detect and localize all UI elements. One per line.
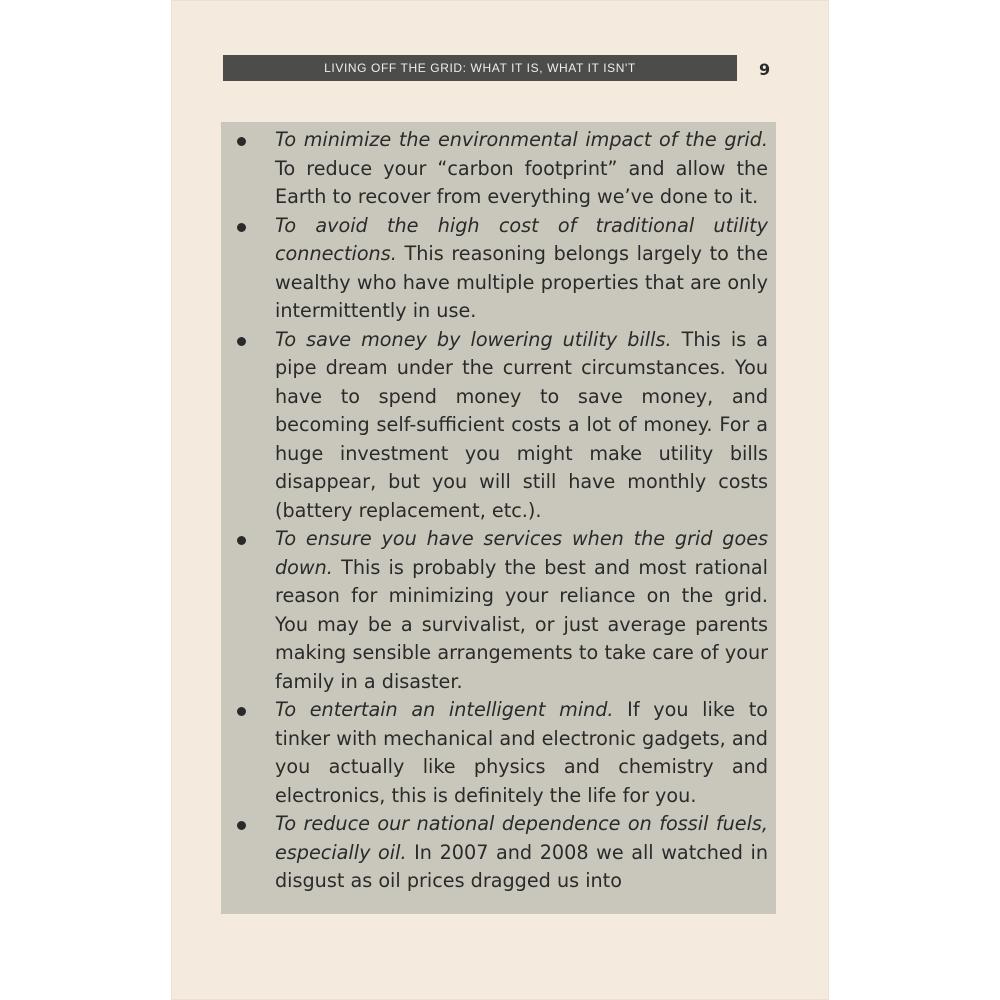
bullet-lead: To save money by lowering utility bills. xyxy=(275,327,672,351)
bullet-icon xyxy=(237,821,246,830)
bullet-icon xyxy=(237,536,246,545)
bullet-icon xyxy=(237,137,246,146)
bullet-lead: To reduce our national dependence on fossil fuels, especially oil. xyxy=(275,812,768,864)
list-item xyxy=(221,810,776,896)
bullet-lead: To entertain an intelligent mind. xyxy=(275,698,614,721)
list-item xyxy=(221,696,776,810)
bullet-lead: To avoid the high cost of traditional utility connections. xyxy=(275,213,768,265)
running-title: LIVING OFF THE GRID: WHAT IT IS, WHAT IT ISN'T xyxy=(324,61,636,75)
running-header-bar xyxy=(223,55,737,81)
reasons-bullet-list xyxy=(221,126,776,896)
bullet-icon xyxy=(237,223,246,232)
bullet-body: If you like to tinker with mechanical and electronic gadgets, and you actually like physics and chemistry and electronics, this is definitely the life for you. xyxy=(275,698,768,807)
bullet-body: This is a pipe dream under the current circumstances. You have to spend money to save money, and becoming self-sufficient costs a lot of money. For a huge investment you might make utility bills disappear, but you will still have monthly costs (battery replacement, etc.). xyxy=(275,327,768,522)
list-item xyxy=(221,212,776,326)
book-page xyxy=(171,0,829,1000)
bullet-icon xyxy=(237,707,246,716)
bullet-lead: To minimize the environmental impact of the grid. xyxy=(275,128,768,151)
bullet-body: This is probably the best and most rational reason for minimizing your reliance on the grid. You may be a survivalist, or just average parents making sensible arrangements to take care of your family in a disaster. xyxy=(275,555,768,693)
bullet-body: To reduce your “carbon footprint” and allow the Earth to recover from everything we’ve done to it. xyxy=(275,156,768,208)
bullet-lead: To ensure you have services when the grid goes down. xyxy=(275,527,768,579)
list-item xyxy=(221,525,776,696)
list-item xyxy=(221,326,776,526)
bullet-icon xyxy=(237,337,246,346)
page-number: 9 xyxy=(759,60,771,79)
bullet-body: In 2007 and 2008 we all watched in disgust as oil prices dragged us into xyxy=(275,840,768,892)
list-item xyxy=(221,126,776,212)
bullet-body: This reasoning belongs largely to the wealthy who have multiple properties that are only intermittently in use. xyxy=(275,242,768,322)
